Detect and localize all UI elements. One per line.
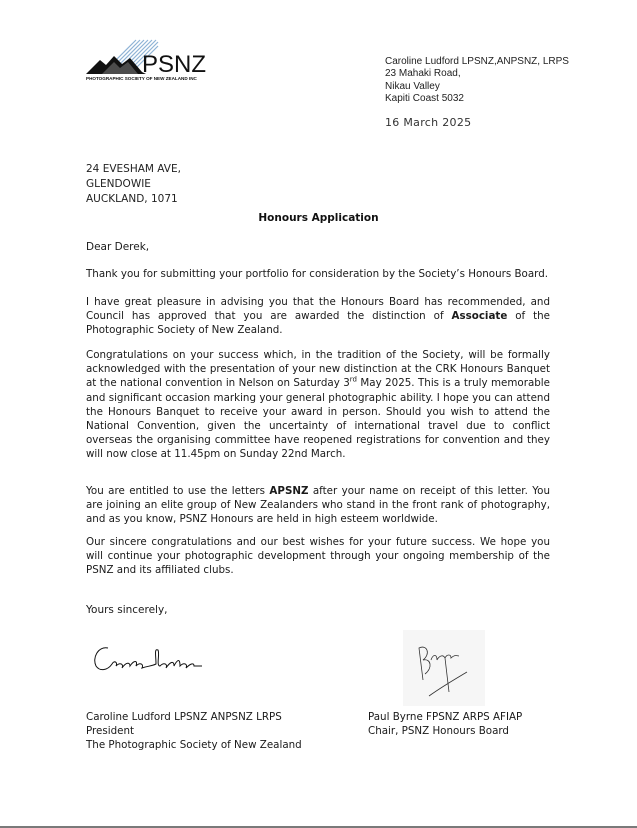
signature-caroline-ludford	[90, 640, 210, 680]
svg-text:PSNZ: PSNZ	[142, 51, 207, 78]
paragraph-2: I have great pleasure in advising you that the Honours Board has recommended, and Council has approved that you are awarded the distinction of Associate of the Photographic Society of New Zealand.	[86, 296, 551, 337]
sender-line: Kapiti Coast 5032	[385, 92, 464, 104]
letter-subject: Honours Application	[258, 212, 379, 224]
signatory-name: Paul Byrne FPSNZ ARPS AFIAP	[368, 711, 523, 723]
letter-date: 16 March 2025	[385, 116, 472, 129]
letters-apsnz: APSNZ	[269, 485, 309, 497]
paragraph-4: You are entitled to use the letters APSNZ after your name on receipt of this letter. You are joining an elite group of New Zealanders who stand in the front rank of photography, and as you know, PSNZ Honours are held in high esteem worldwide.	[86, 485, 550, 526]
paragraph-5: Our sincere congratulations and our best wishes for your future success. We hope you will continue your photographic development through your ongoing membership of the PSNZ and its affiliated clubs.	[86, 536, 550, 577]
signatory-org: The Photographic Society of New Zealand	[86, 739, 302, 751]
closing: Yours sincerely,	[86, 604, 168, 616]
signatory-1	[86, 710, 302, 752]
sender-line: Caroline Ludford LPSNZ,ANPSNZ, LRPS	[385, 56, 569, 67]
signatory-title: President	[86, 725, 135, 737]
mountain-logo-icon	[86, 38, 226, 82]
signatory-2	[368, 710, 522, 738]
sender-address	[385, 56, 569, 105]
recipient-line: 24 EVESHAM AVE,	[86, 163, 181, 175]
recipient-address	[86, 162, 181, 207]
sender-line: Nikau Valley	[385, 80, 440, 92]
paragraph-1: Thank you for submitting your portfolio for consideration by the Society’s Honours Board.	[86, 268, 549, 280]
signatory-name: Caroline Ludford LPSNZ ANPSNZ LRPS	[86, 711, 282, 723]
sender-line: 23 Mahaki Road,	[385, 68, 461, 80]
recipient-line: GLENDOWIE	[86, 178, 151, 190]
distinction-associate: Associate	[451, 310, 508, 323]
paragraph-3: Congratulations on your success which, in the tradition of the Society, will be formally acknowledged with the presentation of your new distinction at the CRK Honours Banquet at the national convention in Nelson on Saturday 3rd May 2025. This is a truly memorable and significant occasion marking your general photographic ability. I hope you can attend the Honours Banquet to receive your award in person. Should you wish to attend the National Convention, given the uncertainty of international travel due to conflict overseas the organising committee have reopened registrations for convention and they will now close at 11.45pm on Sunday 22nd March.	[86, 349, 550, 461]
salutation: Dear Derek,	[86, 241, 150, 253]
handwritten-signature-icon	[403, 630, 485, 706]
handwritten-signature-icon	[90, 640, 210, 680]
recipient-line: AUCKLAND, 1071	[86, 193, 178, 205]
signature-paul-byrne	[403, 630, 485, 706]
svg-text:PHOTOGRAPHIC SOCIETY OF NEW ZE: PHOTOGRAPHIC SOCIETY OF NEW ZEALAND INC	[86, 76, 197, 81]
psnz-logo	[86, 38, 226, 82]
signatory-title: Chair, PSNZ Honours Board	[368, 725, 509, 737]
